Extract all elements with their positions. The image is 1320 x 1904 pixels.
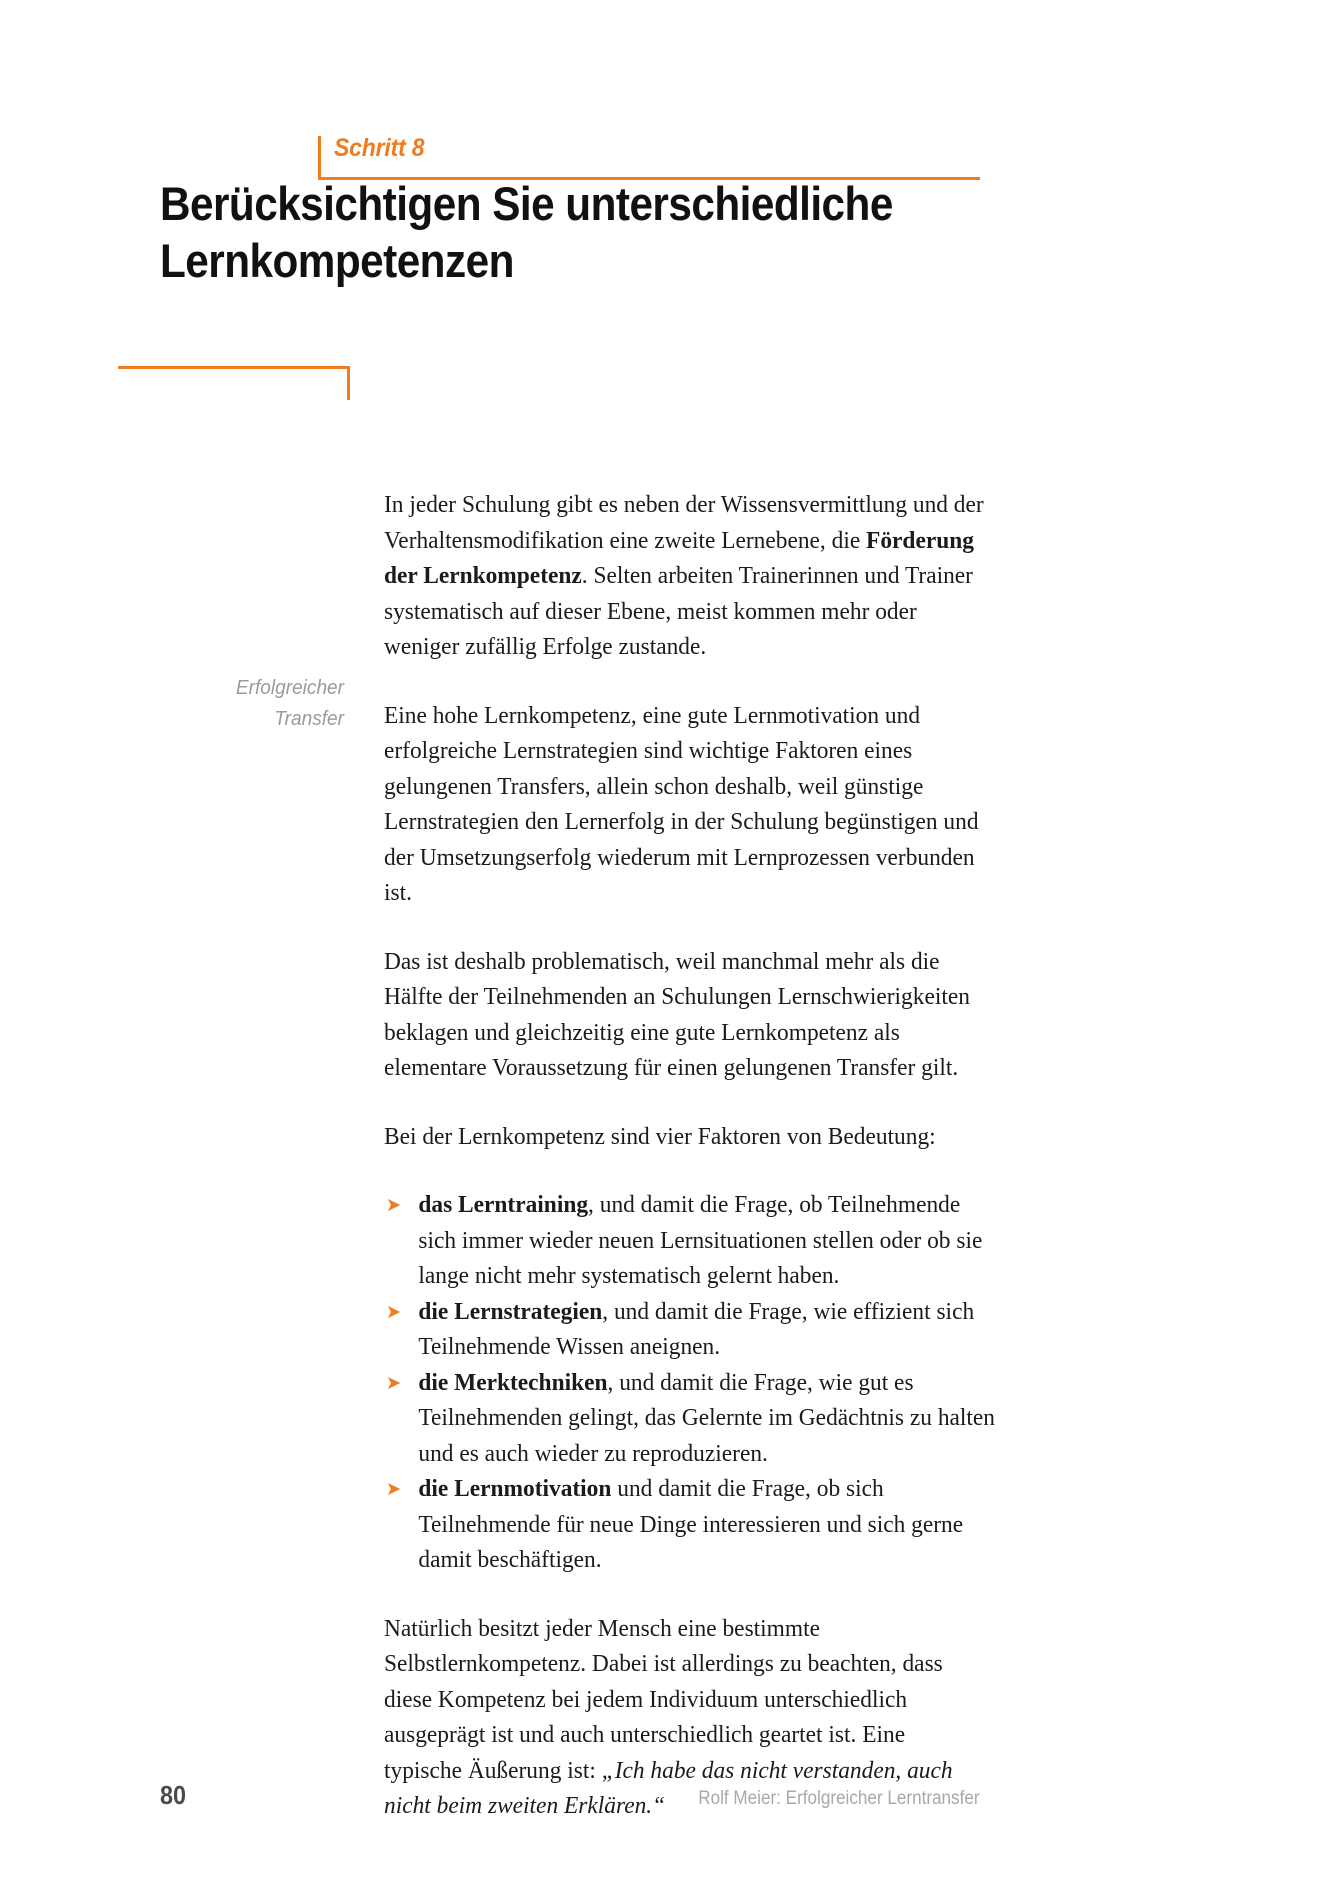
triangle-right-icon: ➤ — [385, 1194, 402, 1216]
sidenote-line-2: Transfer — [274, 707, 344, 730]
factor-list — [384, 1187, 1024, 1578]
paragraph-2: Eine hohe Lernkompetenz, eine gute Lernmotivation und erfolgreiche Lernstrategien sind wichtige Faktoren eines gelungenen Transfers, allein schon deshalb, weil günstige Lernstrategien den Lernerfolg in der Schulung begünstigen und der Umsetzungserfolg wiederum mit Lernprozessen verbunden ist. — [384, 701, 979, 906]
footer-credit: Rolf Meier: Erfolgreicher Lerntransfer — [698, 1788, 980, 1809]
page-number: 80 — [160, 1780, 187, 1810]
list-item-text: , und damit die Frage, wie effizient sich Teilnehmende Wissen aneignen. — [418, 1297, 975, 1360]
list-item-text: und damit die Frage, ob sich Teilnehmende für neue Dinge interessieren und sich gerne damit beschäftigen. — [418, 1475, 964, 1573]
step-accent-bar — [318, 136, 321, 178]
triangle-right-icon: ➤ — [385, 1300, 402, 1323]
list-item — [384, 1294, 995, 1365]
paragraph-4: Bei der Lernkompetenz sind vier Faktoren von Bedeutung: — [384, 1122, 936, 1150]
paragraph-1 — [384, 487, 984, 665]
paragraph-3: Das ist deshalb problematisch, weil manchmal mehr als die Hälfte der Teilnehmenden an Schulungen Lernschwierigkeiten beklagen und gleichzeitig eine gute Lernkompetenz als elementare Voraussetzung für einen gelungenen Transfer gilt. — [384, 947, 970, 1081]
paragraph-1-part-b: . Selten arbeiten Trainerinnen und Trainer systematisch auf dieser Ebene, meist kommen mehr oder weniger zufällig Erfolge zustande. — [384, 562, 973, 660]
list-item-term: die Lernstrategien — [418, 1297, 603, 1325]
sidenote-line-1: Erfolgreicher — [235, 676, 344, 699]
page-title-line-1: Berücksichtigen Sie unterschiedliche — [160, 177, 893, 230]
margin-sidenote — [154, 672, 344, 734]
paragraph-5-quote: „Ich habe das nicht verstanden, auch nicht beim zweiten Erklären.“ — [384, 1756, 953, 1819]
step-label-block — [318, 136, 980, 180]
body-column — [384, 487, 995, 1824]
decorative-bracket — [118, 366, 350, 400]
list-item — [384, 1471, 995, 1578]
list-item — [384, 1365, 995, 1472]
bracket-vertical-line — [347, 366, 350, 400]
list-item-term: die Merktechniken — [418, 1368, 608, 1396]
list-item-text: , und damit die Frage, ob Teilnehmende sich immer wieder neuen Lernsituationen stellen oder ob sie lange nicht mehr systematisch gelernt haben. — [418, 1191, 983, 1289]
list-item-text: , und damit die Frage, wie gut es Teilnehmenden gelingt, das Gelernte im Gedächtnis zu halten und es auch wieder zu reproduzieren. — [418, 1368, 995, 1467]
triangle-right-icon: ➤ — [385, 1371, 402, 1394]
paragraph-5-part-a: Natürlich besitzt jeder Mensch eine bestimmte Selbstlernkompetenz. Dabei ist allerdings zu beachten, dass diese Kompetenz bei jedem Individuum unterschiedlich ausgeprägt ist und auch unterschiedlich geartet ist. Eine typische Äußerung ist: — [384, 1614, 943, 1784]
list-item-term: die Lernmotivation — [418, 1475, 612, 1502]
step-label: Schritt 8 — [334, 134, 425, 162]
list-item-term: das Lerntraining — [418, 1191, 589, 1218]
paragraph-1-emphasis: Förderung der Lernkompetenz — [384, 526, 974, 589]
page-title — [160, 175, 916, 289]
triangle-right-icon: ➤ — [385, 1478, 402, 1500]
page-title-line-2: Lernkompetenzen — [160, 234, 514, 287]
list-item — [384, 1187, 995, 1294]
bracket-horizontal-line — [118, 366, 350, 369]
paragraph-1-part-a: In jeder Schulung gibt es neben der Wissensvermittlung und der Verhaltensmodifikation eine zweite Lernebene, die — [384, 491, 984, 554]
